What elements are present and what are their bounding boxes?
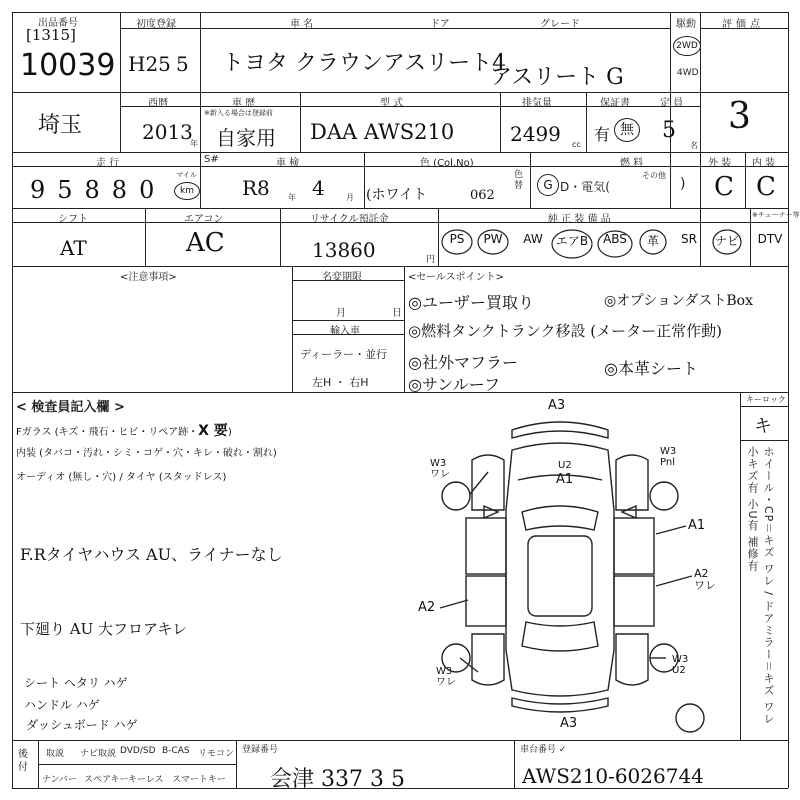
first-reg-label: 初度登録 bbox=[136, 19, 176, 30]
car-door-rr bbox=[614, 576, 654, 626]
grade: アスリート G bbox=[490, 65, 624, 90]
inspector-line-1-pre: Fガラス (キズ・飛石・ヒビ・リペア跡・ bbox=[16, 427, 199, 438]
mirror-left bbox=[484, 506, 498, 518]
damage-wheel-rr: W3 U2 bbox=[672, 654, 689, 676]
equipment-label: 純 正 装 備 品 bbox=[548, 214, 611, 225]
car-fender-rl bbox=[472, 634, 504, 685]
first-reg-month: 5 bbox=[176, 52, 189, 76]
warranty-no-circled: 無 bbox=[614, 118, 640, 142]
damage-rear-bumper: A3 bbox=[560, 716, 578, 731]
mileage-unit-km-circled: km bbox=[174, 182, 200, 200]
model-label: 型 式 bbox=[380, 98, 404, 109]
car-name-label: 車 名 bbox=[290, 19, 314, 30]
shift: AT bbox=[60, 236, 87, 260]
score: 3 bbox=[728, 96, 751, 137]
inspector-line-1-x: X 要 bbox=[198, 423, 228, 439]
shift-label: シフト bbox=[58, 214, 88, 225]
year-unit: 年 bbox=[190, 139, 198, 148]
equip-abs: ABS bbox=[603, 232, 627, 246]
recycle-label: リサイクル預託金 bbox=[310, 214, 389, 225]
lot-number: 10039 bbox=[20, 48, 116, 83]
first-reg-era: H25 bbox=[128, 52, 171, 76]
inspection-era: R8 bbox=[242, 176, 270, 200]
history-label: 車 歴 bbox=[232, 98, 256, 109]
after-label: 後付 bbox=[18, 749, 28, 773]
after-spare-key: スペアキー bbox=[84, 775, 129, 785]
inspector-line-2: 内装 (タバコ・汚れ・シミ・コゲ・穴・キレ・破れ・割れ) bbox=[16, 448, 277, 459]
chassis: AWS210-6026744 bbox=[522, 764, 704, 788]
equip-sunroof: SR bbox=[681, 232, 697, 246]
car-door-fl bbox=[466, 518, 506, 574]
sales-point-1: ◎ユーザー買取り bbox=[408, 293, 534, 312]
damage-hood-u2: U2 bbox=[558, 460, 572, 471]
after-bcas: B-CAS bbox=[162, 746, 190, 756]
name-change-month: 月 bbox=[336, 308, 346, 319]
mirror-right bbox=[622, 506, 636, 518]
inspection-year-unit: 年 bbox=[288, 193, 296, 202]
lot-prefix: [1315] bbox=[26, 26, 76, 44]
inspection-month: 4 bbox=[312, 176, 325, 200]
sales-point-3: ◎燃料タンクトランク移設 (メーター正常作動) bbox=[408, 322, 722, 340]
car-name: トヨタ クラウンアスリート4 bbox=[222, 51, 507, 76]
sales-label: <セールスポイント> bbox=[408, 272, 504, 283]
drive-4wd: 4WD bbox=[677, 68, 699, 78]
car-fender-rr bbox=[616, 634, 648, 685]
damage-door-rr: A2 ワレ bbox=[694, 567, 716, 592]
tv-label: ※チューナー等 bbox=[752, 211, 800, 219]
name-change-day: 日 bbox=[392, 308, 402, 319]
name-change-label: 名変期限 bbox=[322, 272, 362, 283]
fuel-label: 燃 料 bbox=[620, 158, 644, 169]
car-fender-fr bbox=[616, 455, 648, 510]
legend: ホイール・CP＝キズ ワレ / ドアミラー＝キズ ワレ 小キズ有 小U有 補修有 bbox=[746, 446, 775, 726]
car-rear-bumper bbox=[512, 698, 608, 712]
inspection-label: 車 検 bbox=[276, 158, 300, 169]
model: DAA AWS210 bbox=[310, 120, 455, 144]
color: (ホワイト bbox=[366, 187, 428, 203]
inspector-note-5: ダッシュボード ハゲ bbox=[26, 718, 138, 732]
fuel-rest: D・電気( bbox=[560, 180, 610, 194]
equip-aw: AW bbox=[523, 232, 543, 246]
damage-hood-a1: A1 bbox=[556, 472, 574, 487]
year: 2013 bbox=[142, 120, 193, 144]
after-remote: リモコン bbox=[198, 749, 235, 759]
prefecture: 埼玉 bbox=[38, 113, 83, 138]
after-dvd-sd: DVD/SD bbox=[120, 746, 156, 756]
displacement: 2499 bbox=[510, 122, 561, 146]
car-diagram bbox=[400, 400, 740, 740]
sales-point-5: ◎本革シート bbox=[604, 359, 698, 378]
interior: C bbox=[756, 172, 776, 202]
car-front-bumper bbox=[512, 422, 608, 438]
capacity-label: 定 員 bbox=[660, 98, 684, 109]
inspector-note-3: シート ヘタリ ハゲ bbox=[24, 676, 128, 690]
history-note: ※新入る場合は登録前 bbox=[204, 109, 273, 117]
aircon-label: エアコン bbox=[184, 214, 224, 225]
door-label: ドア bbox=[430, 19, 450, 30]
recycle-value: 13860 bbox=[312, 238, 376, 262]
aircon: AC bbox=[186, 228, 225, 258]
displacement-unit: cc bbox=[572, 140, 581, 149]
damage-wheel-fr: W3 Pnl bbox=[660, 446, 677, 468]
year-label: 西暦 bbox=[148, 98, 168, 109]
plate-label: 登録番号 bbox=[242, 745, 279, 755]
car-door-rl bbox=[466, 576, 506, 626]
inspector-title: < 検査員記入欄 > bbox=[16, 400, 125, 415]
warranty-label: 保証書 bbox=[600, 98, 630, 109]
spare-wheel bbox=[676, 704, 704, 732]
exterior-label: 外 装 bbox=[708, 158, 732, 169]
inspection-month-unit: 月 bbox=[346, 193, 354, 202]
car-fender-fl bbox=[472, 455, 504, 510]
after-navi-manual: ナビ取説 bbox=[80, 749, 117, 759]
car-roof bbox=[528, 536, 592, 616]
car-windshield bbox=[522, 506, 598, 530]
history: 自家用 bbox=[216, 126, 276, 150]
wheel-fr bbox=[650, 482, 678, 510]
after-number: ナンバー bbox=[42, 775, 77, 785]
after-keyless: キーレス bbox=[128, 775, 164, 785]
damage-wheel-fl: W3 ワレ bbox=[430, 458, 450, 480]
damage-door-rl: A2 bbox=[418, 600, 436, 615]
after-smart-key: スマートキー bbox=[172, 775, 226, 785]
exterior: C bbox=[714, 172, 734, 202]
caution-label: <注意事項> bbox=[120, 272, 177, 283]
mileage-label: 走 行 bbox=[96, 158, 120, 169]
key-label: キーロック bbox=[746, 395, 786, 404]
score-label: 評価点 bbox=[722, 19, 764, 30]
capacity: 5 bbox=[662, 118, 676, 143]
damage-door-fr: A1 bbox=[688, 518, 706, 533]
fuel-close: ) bbox=[680, 176, 686, 192]
interior-label: 内 装 bbox=[752, 158, 776, 169]
recycle-unit: 円 bbox=[426, 255, 436, 265]
inspector-note-2: 下廻り AU 大フロアキレ bbox=[20, 620, 188, 638]
sales-point-4: ◎社外マフラー bbox=[408, 353, 518, 372]
inspector-line-1 bbox=[16, 420, 232, 440]
damage-front-bumper: A3 bbox=[548, 398, 566, 413]
import-label: 輸入車 bbox=[330, 326, 360, 337]
equip-ps: PS bbox=[449, 232, 465, 246]
chassis-label: 車台番号 ✓ bbox=[520, 745, 567, 755]
displacement-label: 排気量 bbox=[522, 98, 552, 109]
drive-2wd-circled: 2WD bbox=[673, 36, 701, 56]
sales-point-2: ◎オプションダストBox bbox=[604, 293, 754, 309]
fuel-other: その他 bbox=[642, 171, 666, 180]
grade-label: グレード bbox=[540, 19, 580, 30]
equip-airbag: エアB bbox=[555, 234, 589, 248]
equip-pw: PW bbox=[483, 232, 503, 246]
car-door-fr bbox=[614, 518, 654, 574]
damage-wheel-rl: W3 ワレ bbox=[436, 666, 456, 688]
after-manual: 取説 bbox=[46, 749, 65, 759]
color-change-label: 色替 bbox=[514, 170, 524, 191]
equip-navi: ナビ bbox=[714, 234, 739, 248]
color-label: 色 (Col.No) bbox=[420, 158, 474, 169]
inspector-note-1: F.Rタイヤハウス AU、ライナーなし bbox=[20, 545, 283, 564]
mileage: 95880 bbox=[30, 176, 167, 204]
wheel-fl bbox=[442, 482, 470, 510]
key-value: キ bbox=[754, 416, 772, 437]
fuel-g-circled: G bbox=[537, 174, 559, 196]
equip-dtv: DTV bbox=[757, 232, 783, 246]
color-code: 062 bbox=[470, 188, 495, 203]
inspector-note-4: ハンドル ハゲ bbox=[24, 698, 100, 712]
car-rear-window bbox=[522, 622, 598, 651]
import-dealer: ディーラー・並行 bbox=[300, 348, 388, 361]
inspection-prefix: S# bbox=[204, 154, 219, 165]
capacity-unit: 名 bbox=[690, 141, 698, 150]
mileage-unit-mile: マイル bbox=[176, 171, 197, 179]
import-side: 左H ・ 右H bbox=[312, 376, 369, 389]
lot-label: 出品番号 bbox=[38, 18, 78, 29]
equip-leather: 革 bbox=[646, 234, 659, 248]
inspector-line-1-post: ) bbox=[227, 427, 232, 438]
drive-label: 駆動 bbox=[676, 19, 696, 30]
sales-point-6: ◎サンルーフ bbox=[408, 375, 500, 394]
inspector-line-3: オーディオ (無し・穴) / タイヤ (スタッドレス) bbox=[16, 472, 227, 483]
warranty-yes: 有 bbox=[594, 125, 611, 144]
plate: 会津 337 3 5 bbox=[270, 767, 405, 792]
